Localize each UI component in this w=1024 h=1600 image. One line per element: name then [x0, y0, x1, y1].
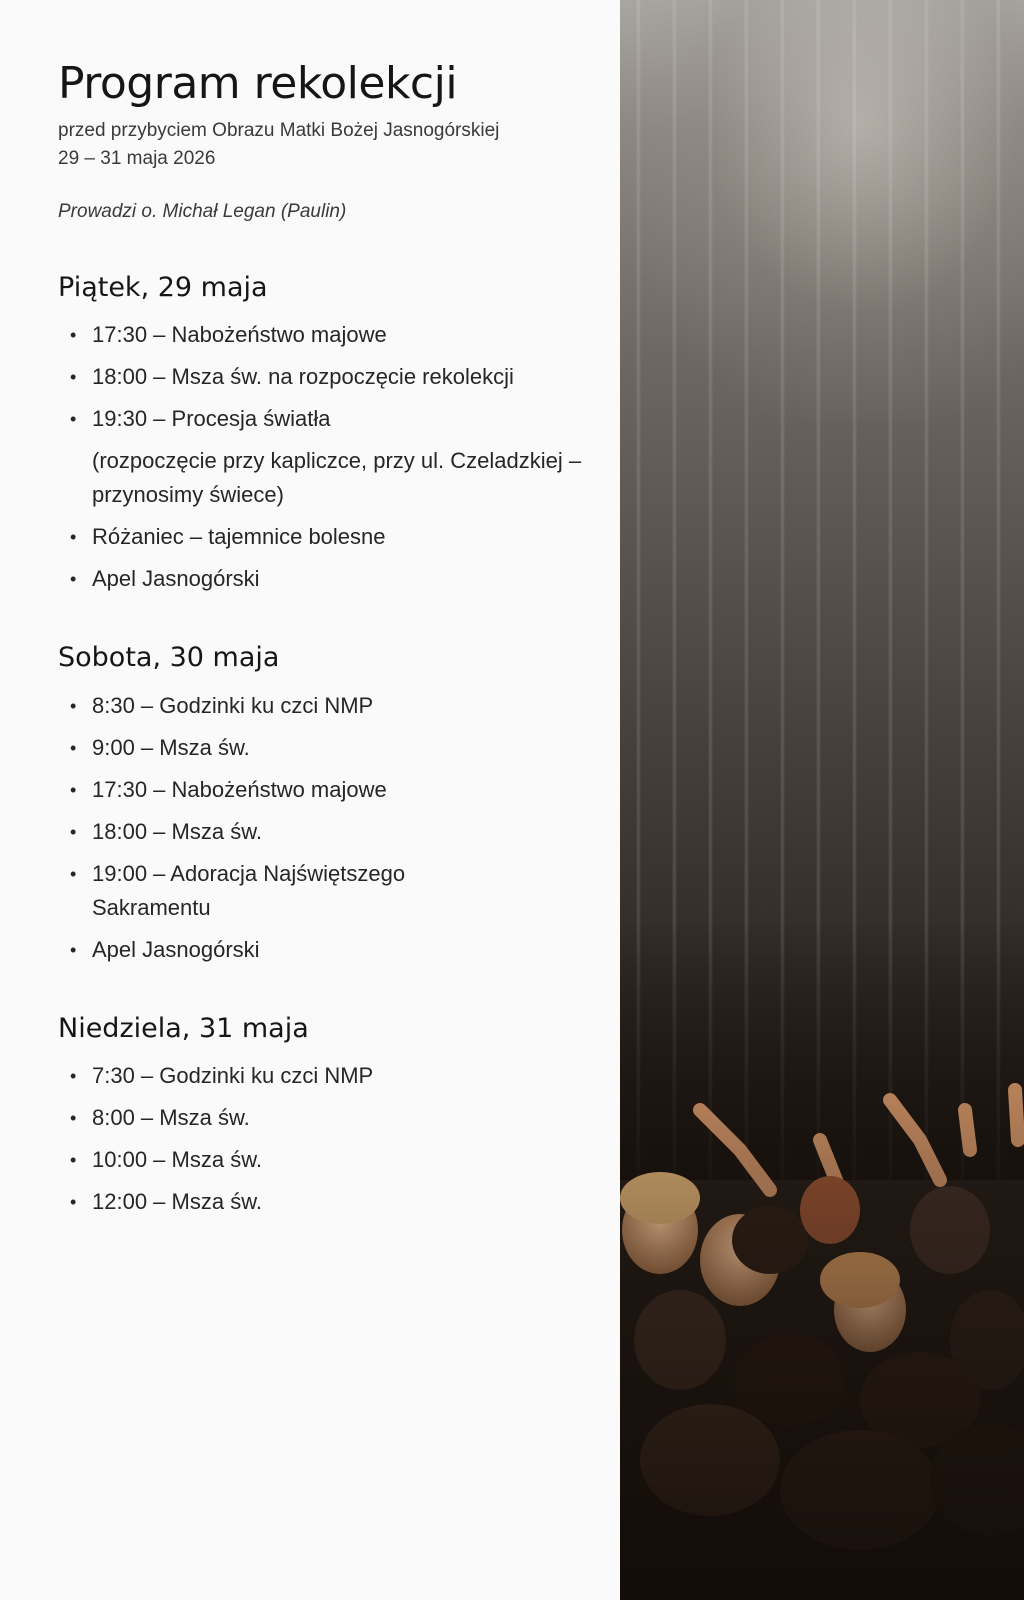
- bullet-icon: •: [70, 1107, 77, 1128]
- schedule-item-text: Różaniec – tajemnice bolesne: [92, 524, 386, 550]
- schedule-item: [58, 360, 598, 394]
- schedule-item: [58, 857, 452, 925]
- schedule-item: [58, 402, 598, 436]
- schedule-item: [58, 731, 598, 765]
- day-friday: [58, 272, 598, 596]
- bullet-icon: •: [70, 821, 77, 842]
- schedule-list: [58, 1059, 598, 1219]
- bullet-icon: •: [70, 695, 77, 716]
- schedule-item: [58, 689, 598, 723]
- schedule-item: [58, 773, 598, 807]
- schedule-item: [58, 520, 598, 554]
- day-title: Sobota, 30 maja: [58, 642, 280, 674]
- schedule-item-text: Apel Jasnogórski: [92, 566, 260, 592]
- procession-note: (rozpoczęcie przy kapliczce, przy ul. Czeladzkiej – przynosimy świece): [92, 448, 582, 508]
- program-content: [58, 58, 598, 1227]
- schedule-item-text: 19:00 – Adoracja Najświętszego Sakramentu: [92, 860, 406, 920]
- schedule-item-text: 19:30 – Procesja światła: [92, 406, 331, 432]
- worship-crowd-photo: [620, 0, 1024, 1600]
- bullet-icon: •: [70, 527, 77, 548]
- bullet-icon: •: [70, 1065, 77, 1086]
- subtitle: [58, 117, 598, 173]
- subtitle-dates: 29 – 31 maja 2026: [58, 147, 216, 169]
- schedule-item-text: 12:00 – Msza św.: [92, 1188, 262, 1214]
- schedule-item: [58, 1059, 598, 1093]
- schedule-item-text: 10:00 – Msza św.: [92, 1146, 262, 1172]
- schedule-item: [58, 318, 598, 352]
- day-title: Niedziela, 31 maja: [58, 1012, 309, 1044]
- schedule-item-text: 7:30 – Godzinki ku czci NMP: [92, 1062, 374, 1088]
- bullet-icon: •: [70, 1191, 77, 1212]
- schedule-item: [58, 562, 598, 596]
- schedule-item-text: 9:00 – Msza św.: [92, 734, 250, 760]
- page-title: Program rekolekcji: [58, 58, 458, 109]
- bullet-icon: •: [70, 863, 77, 884]
- schedule-item: [58, 1143, 598, 1177]
- schedule-list: [58, 520, 598, 596]
- bullet-icon: •: [70, 779, 77, 800]
- schedule-item-text: 18:00 – Msza św. na rozpoczęcie rekolekcji: [92, 364, 514, 390]
- schedule-item-text: 8:00 – Msza św.: [92, 1104, 250, 1130]
- bullet-icon: •: [70, 569, 77, 590]
- schedule-list: [58, 689, 598, 967]
- day-title: Piątek, 29 maja: [58, 271, 268, 303]
- bullet-icon: •: [70, 737, 77, 758]
- schedule-item-text: 17:30 – Nabożeństwo majowe: [92, 322, 387, 348]
- schedule-item-text: 8:30 – Godzinki ku czci NMP: [92, 692, 374, 718]
- schedule-item: [58, 815, 598, 849]
- bullet-icon: •: [70, 325, 77, 346]
- schedule-list: [58, 318, 598, 436]
- day-sunday: [58, 1013, 598, 1219]
- schedule-item-text: 17:30 – Nabożeństwo majowe: [92, 776, 387, 802]
- schedule-item-text: Apel Jasnogórski: [92, 936, 260, 962]
- crowd-silhouette: [620, 1080, 1024, 1600]
- bullet-icon: •: [70, 367, 77, 388]
- schedule-item: [58, 1185, 598, 1219]
- day-saturday: [58, 642, 598, 966]
- retreat-leader: Prowadzi o. Michał Legan (Paulin): [58, 200, 347, 222]
- subtitle-occasion: przed przybyciem Obrazu Matki Bożej Jasnogórskiej: [58, 119, 500, 141]
- schedule-item-text: 18:00 – Msza św.: [92, 818, 262, 844]
- schedule-item: [58, 1101, 598, 1135]
- bullet-icon: •: [70, 409, 77, 430]
- bullet-icon: •: [70, 1149, 77, 1170]
- bullet-icon: •: [70, 939, 77, 960]
- schedule-item: [58, 933, 598, 967]
